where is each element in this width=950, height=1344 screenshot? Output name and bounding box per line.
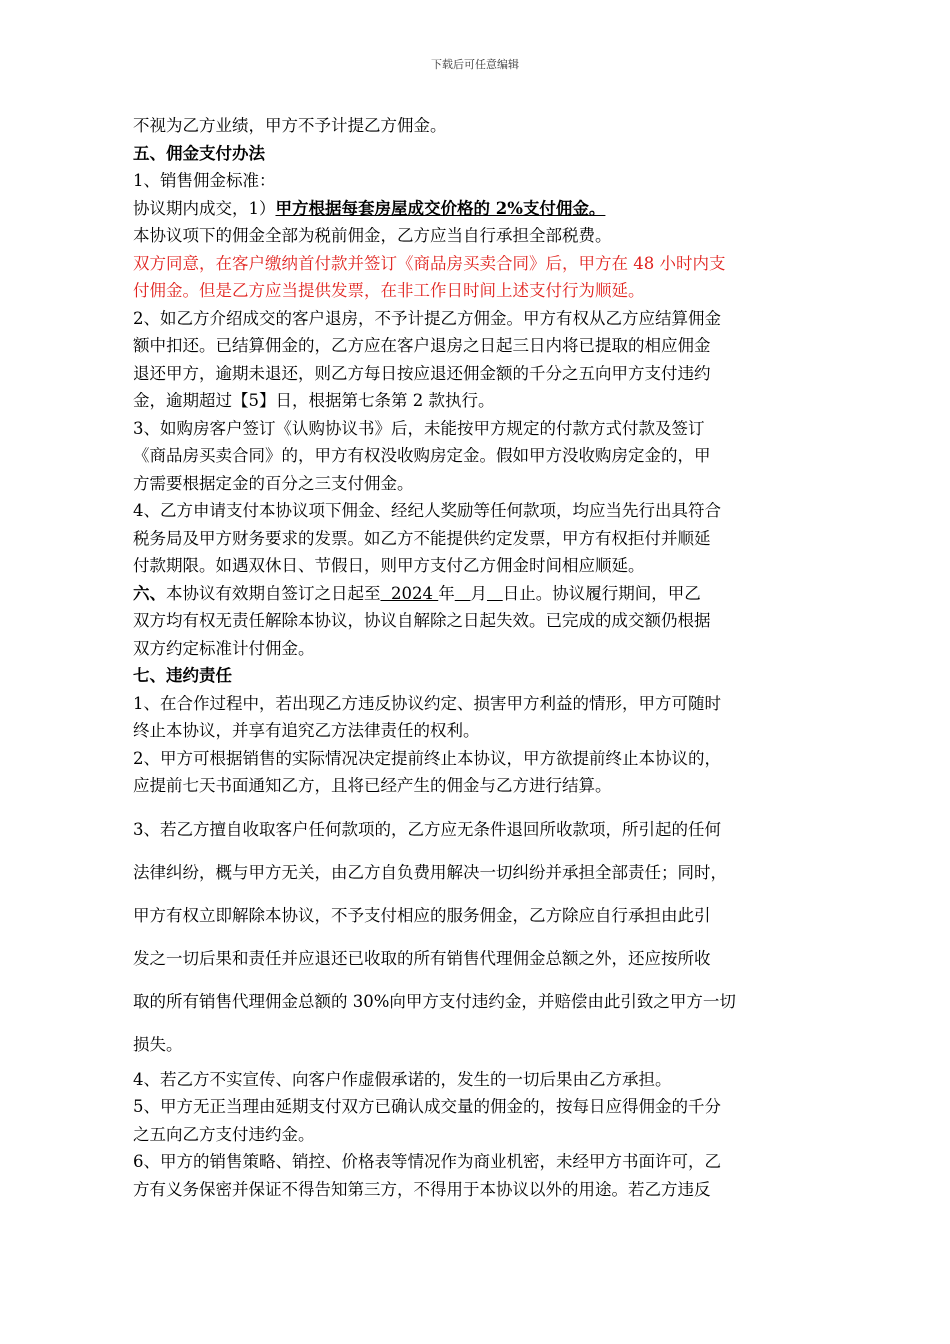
paragraph-line: 3、如购房客户签订《认购协议书》后，未能按甲方规定的付款方式付款及签订 — [133, 418, 705, 438]
paragraph-line: 6、甲方的销售策略、销控、价格表等情况作为商业机密，未经甲方书面许可，乙 — [133, 1152, 721, 1171]
paragraph-line: 《商品房买卖合同》的，甲方有权没收购房定金。假如甲方没收购房定金的，甲 — [133, 446, 711, 465]
document-body — [133, 112, 823, 1203]
paragraph-line: 甲方有权立即解除本协议，不予支付相应的服务佣金，乙方除应自行承担由此引 — [133, 905, 711, 925]
paragraph-line: 2、甲方可根据销售的实际情况决定提前终止本协议，甲方欲提前终止本协议的， — [133, 748, 721, 768]
section-number-6: 六、 — [133, 583, 166, 603]
paragraph-line: 不视为乙方业绩，甲方不予计提乙方佣金。 — [133, 116, 447, 135]
spacer — [133, 800, 823, 808]
paragraph-line: 发之一切后果和责任并应退还已收取的所有销售代理佣金总额之外，还应按所收 — [133, 948, 711, 968]
section-heading-7: 七、违约责任 — [133, 666, 232, 685]
paragraph-line: 双方约定标准计付佣金。 — [133, 638, 315, 658]
text-segment: 年 — [438, 583, 455, 603]
paragraph-line: 方需要根据定金的百分之三支付佣金。 — [133, 473, 414, 493]
highlighted-clause-line: 付佣金。但是乙方应当提供发票，在非工作日时间上述支付行为顺延。 — [133, 281, 645, 300]
paragraph-line: 终止本协议，并享有追究乙方法律责任的权利。 — [133, 721, 480, 740]
paragraph-line: 税务局及甲方财务要求的发票。如乙方不能提供约定发票，甲方有权拒付并顺延 — [133, 528, 711, 548]
page-header: 下载后可任意编辑 — [431, 58, 519, 71]
year-blank: 2024 — [380, 583, 439, 603]
paragraph-line: 额中扣还。已结算佣金的，乙方应在客户退房之日起三日内将已提取的相应佣金 — [133, 336, 711, 355]
paragraph-line: 法律纠纷，概与甲方无关，由乙方自负费用解决一切纠纷并承担全部责任；同时， — [133, 862, 727, 882]
paragraph-line: 1、在合作过程中，若出现乙方违反协议约定、损害甲方利益的情形，甲方可随时 — [133, 693, 721, 713]
paragraph-line: 付款期限。如遇双休日、节假日，则甲方支付乙方佣金时间相应顺延。 — [133, 556, 645, 575]
paragraph-line: 取的所有销售代理佣金总额的 30%向甲方支付违约金，并赔偿由此引致之甲方一切 — [133, 991, 736, 1011]
paragraph-line: 金，逾期超过【5】日，根据第七条第 2 款执行。 — [133, 391, 495, 410]
paragraph-line — [133, 195, 823, 223]
validity-clause-line — [133, 580, 823, 608]
paragraph-line: 双方均有权无责任解除本协议，协议自解除之日起失效。已完成的成交额仍根据 — [133, 611, 711, 630]
paragraph-line: 2、如乙方介绍成交的客户退房，不予计提乙方佣金。甲方有权从乙方应结算佣金 — [133, 308, 721, 328]
paragraph-line: 1、销售佣金标准： — [133, 171, 276, 190]
day-blank — [487, 584, 503, 603]
text-segment: 月 — [470, 583, 487, 603]
text-segment: 日止。协议履行期间，甲乙 — [502, 583, 701, 603]
paragraph-line: 4、若乙方不实宣传、向客户作虚假承诺的，发生的一切后果由乙方承担。 — [133, 1069, 672, 1089]
paragraph-line: 方有义务保密并保证不得告知第三方，不得用于本协议以外的用途。若乙方违反 — [133, 1179, 711, 1199]
paragraph-line: 应提前七天书面通知乙方，且将已经产生的佣金与乙方进行结算。 — [133, 776, 612, 795]
section-heading-5: 五、佣金支付办法 — [133, 143, 265, 163]
paragraph-line: 3、若乙方擅自收取客户任何款项的，乙方应无条件退回所收款项，所引起的任何 — [133, 819, 721, 839]
paragraph-line: 之五向乙方支付违约金。 — [133, 1124, 315, 1144]
paragraph-line: 5、甲方无正当理由延期支付双方已确认成交量的佣金的，按每日应得佣金的千分 — [133, 1097, 721, 1116]
highlighted-clause-line: 双方同意，在客户缴纳首付款并签订《商品房买卖合同》后，甲方在 48 小时内支 — [133, 253, 726, 273]
paragraph-line: 损失。 — [133, 1034, 183, 1054]
month-blank — [455, 584, 471, 603]
paragraph-line: 退还甲方，逾期未退还，则乙方每日按应退还佣金额的千分之五向甲方支付违约 — [133, 363, 711, 383]
commission-rate-clause: 甲方根据每套房屋成交价格的 2%支付佣金。 — [275, 198, 606, 218]
paragraph-line: 4、乙方申请支付本协议项下佣金、经纪人奖励等任何款项，均应当先行出具符合 — [133, 501, 721, 520]
text-segment: 本协议有效期自签订之日起至 — [166, 583, 381, 603]
text-segment: 协议期内成交，1） — [133, 198, 276, 218]
paragraph-line: 本协议项下的佣金全部为税前佣金，乙方应当自行承担全部税费。 — [133, 226, 612, 245]
